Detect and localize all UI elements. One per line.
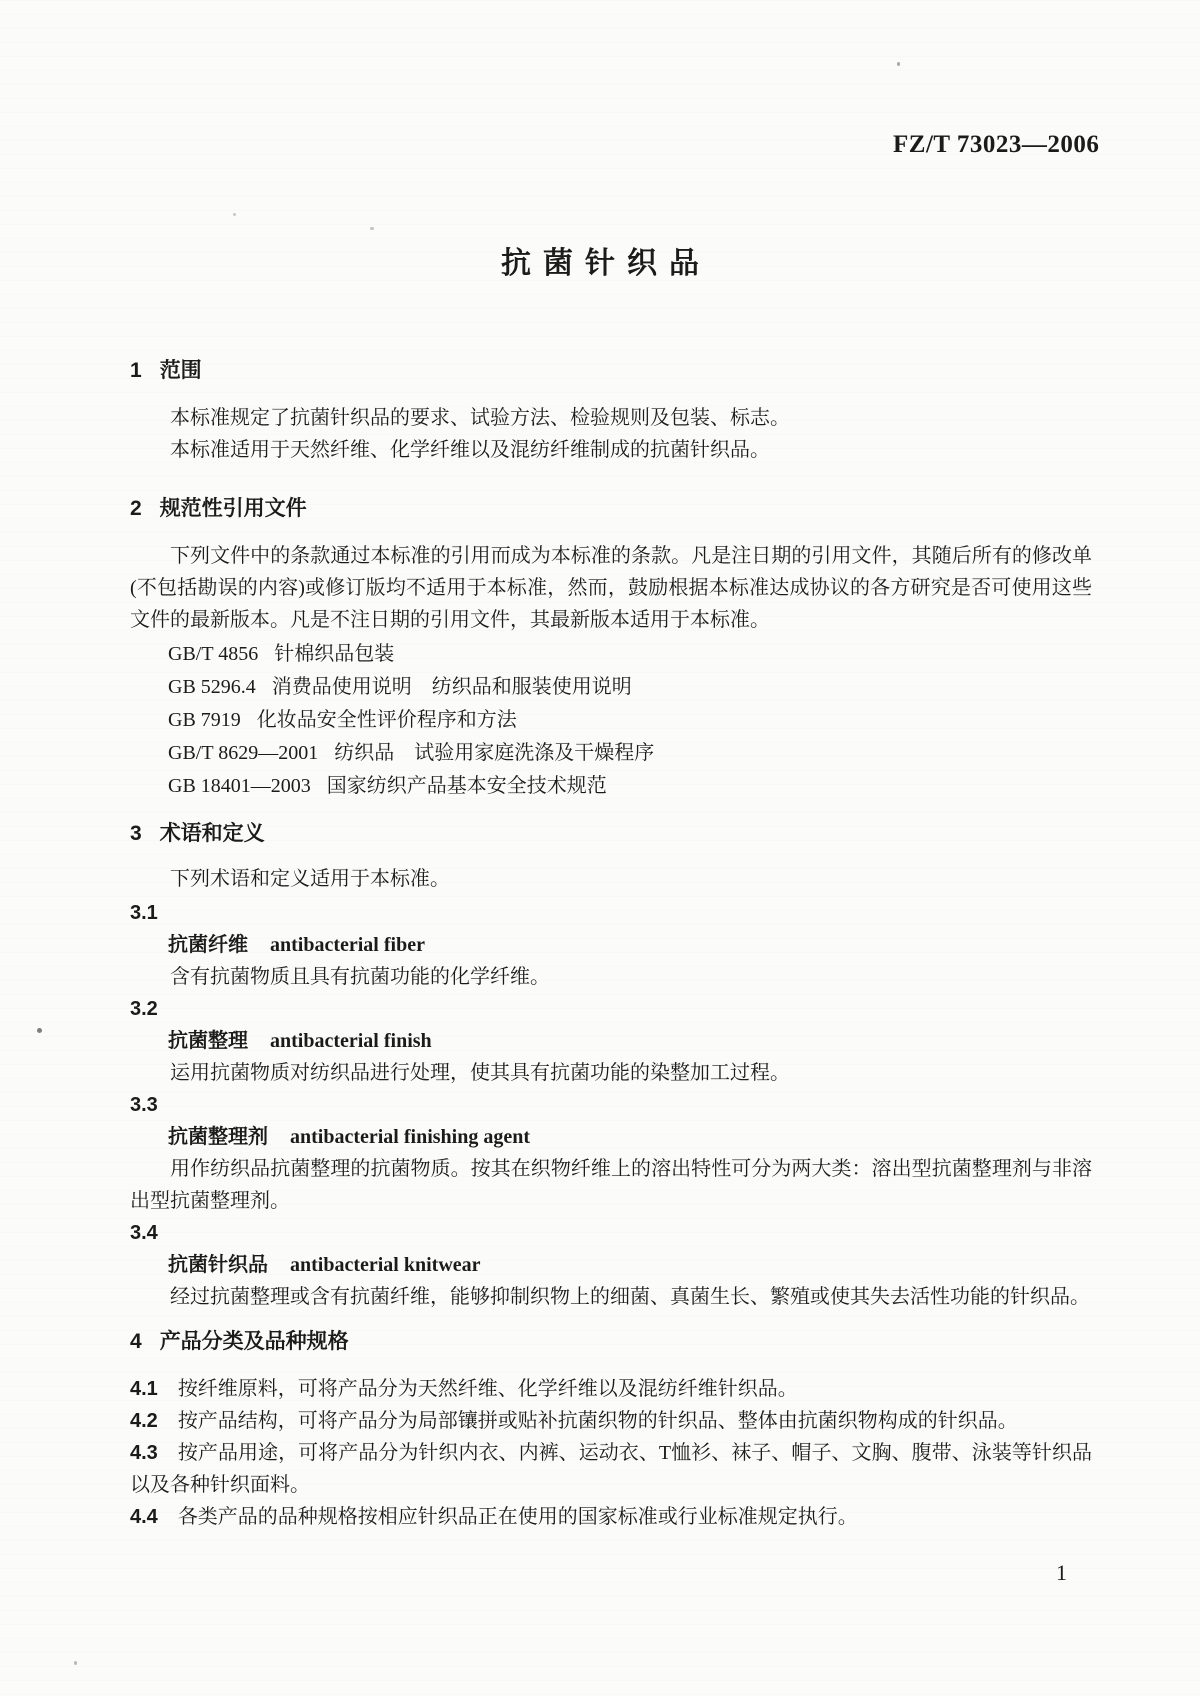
section-1-number: 1 — [130, 359, 142, 382]
section-1-paragraph-2: 本标准适用于天然纤维、化学纤维以及混纺纤维制成的抗菌针织品。 — [170, 439, 770, 461]
section-1-title: 范围 — [159, 359, 202, 382]
term-name — [130, 1249, 1092, 1281]
term-definition: 运用抗菌物质对纺织品进行处理，使其具有抗菌功能的染整加工过程。 — [170, 1062, 790, 1084]
section-3-intro: 下列术语和定义适用于本标准。 — [170, 868, 450, 890]
reference-name: 消费品使用说明 纺织品和服装使用说明 — [271, 676, 632, 698]
clause-text: 按纤维原料，可将产品分为天然纤维、化学纤维以及混纺纤维针织品。 — [177, 1378, 798, 1400]
section-2-number: 2 — [130, 497, 142, 520]
section-2-title: 规范性引用文件 — [159, 497, 307, 520]
reference-code: GB 5296.4 — [168, 676, 256, 698]
section-4-number: 4 — [130, 1330, 142, 1353]
reference-item — [168, 737, 1092, 770]
section-1-heading — [130, 356, 1092, 386]
term-number: 3.1 — [130, 902, 158, 924]
term-name — [130, 929, 1092, 961]
reference-code: GB 7919 — [168, 709, 241, 731]
clause — [130, 1373, 1092, 1405]
scan-speck — [74, 1661, 77, 1665]
reference-item — [168, 671, 1092, 704]
scan-speck — [897, 62, 900, 66]
reference-name: 纺织品 试验用家庭洗涤及干燥程序 — [334, 742, 655, 764]
reference-item — [168, 770, 1092, 803]
term-entry — [130, 1217, 1092, 1313]
reference-name: 化妆品安全性评价程序和方法 — [256, 709, 517, 731]
term-number: 3.3 — [130, 1094, 158, 1116]
normative-references-list — [130, 638, 1092, 803]
clause — [130, 1405, 1092, 1437]
reference-name: 国家纺织产品基本安全技术规范 — [326, 775, 607, 797]
reference-name: 针棉织品包装 — [274, 643, 395, 665]
section-3-heading — [130, 819, 1092, 849]
scan-speck — [233, 213, 236, 216]
page-number: 1 — [1056, 1560, 1067, 1585]
term-name-chinese: 抗菌针织品 — [168, 1254, 268, 1276]
clause-number: 4.1 — [130, 1378, 158, 1400]
reference-item — [168, 704, 1092, 737]
clause-number: 4.3 — [130, 1442, 158, 1464]
scan-speck — [37, 1028, 42, 1033]
term-number: 3.4 — [130, 1222, 158, 1244]
terms-and-definitions — [130, 897, 1092, 1313]
document-title: 抗菌针织品 — [501, 247, 711, 280]
reference-code: GB/T 4856 — [168, 643, 259, 665]
standard-code: FZ/T 73023—2006 — [893, 131, 1100, 158]
term-name-english: antibacterial finish — [270, 1030, 432, 1052]
term-name — [130, 1025, 1092, 1057]
section-2-heading — [130, 494, 1092, 524]
term-definition: 含有抗菌物质且具有抗菌功能的化学纤维。 — [170, 966, 550, 988]
term-definition: 用作纺织品抗菌整理的抗菌物质。按其在织物纤维上的溶出特性可分为两大类：溶出型抗菌整理剂与非溶出型抗菌整理剂。 — [130, 1158, 1092, 1212]
term-name-english: antibacterial fiber — [270, 934, 425, 956]
scan-speck — [370, 227, 374, 230]
term-name-chinese: 抗菌纤维 — [168, 934, 248, 956]
section-4-title: 产品分类及品种规格 — [159, 1330, 349, 1353]
clause-text: 按产品用途，可将产品分为针织内衣、内裤、运动衣、T恤衫、袜子、帽子、文胸、腹带、泳装等针织品以及各种针织面料。 — [130, 1442, 1092, 1496]
section-3-number: 3 — [130, 822, 142, 845]
clause — [130, 1437, 1092, 1501]
term-name-chinese: 抗菌整理剂 — [168, 1126, 268, 1148]
term-definition: 经过抗菌整理或含有抗菌纤维，能够抑制织物上的细菌、真菌生长、繁殖或使其失去活性功能的针织品。 — [170, 1286, 1090, 1308]
reference-item — [168, 638, 1092, 671]
clause-number: 4.2 — [130, 1410, 158, 1432]
reference-code: GB 18401—2003 — [168, 775, 311, 797]
term-number: 3.2 — [130, 998, 158, 1020]
term-name-english: antibacterial finishing agent — [290, 1126, 531, 1148]
term-entry — [130, 897, 1092, 993]
clause-text: 各类产品的品种规格按相应针织品正在使用的国家标准或行业标准规定执行。 — [177, 1506, 858, 1528]
term-name-chinese: 抗菌整理 — [168, 1030, 248, 1052]
document-body — [130, 348, 1092, 1533]
term-name-english: antibacterial knitwear — [290, 1254, 481, 1276]
section-3-title: 术语和定义 — [159, 822, 265, 845]
term-name — [130, 1121, 1092, 1153]
clause-text: 按产品结构，可将产品分为局部镶拼或贴补抗菌织物的针织品、整体由抗菌织物构成的针织品。 — [177, 1410, 1018, 1432]
clause — [130, 1501, 1092, 1533]
term-entry — [130, 1089, 1092, 1217]
section-4-heading — [130, 1327, 1092, 1357]
section-2-intro: 下列文件中的条款通过本标准的引用而成为本标准的条款。凡是注日期的引用文件，其随后所有的修改单(不包括勘误的内容)或修订版均不适用于本标准，然而，鼓励根据本标准达成协议的各方研究是否可使用这些文件的最新版本。凡是不注日期的引用文件，其最新版本适用于本标准。 — [130, 545, 1092, 631]
classification-clauses — [130, 1373, 1092, 1533]
clause-number: 4.4 — [130, 1506, 158, 1528]
section-1-paragraph-1: 本标准规定了抗菌针织品的要求、试验方法、检验规则及包装、标志。 — [170, 407, 790, 429]
term-entry — [130, 993, 1092, 1089]
reference-code: GB/T 8629—2001 — [168, 742, 319, 764]
